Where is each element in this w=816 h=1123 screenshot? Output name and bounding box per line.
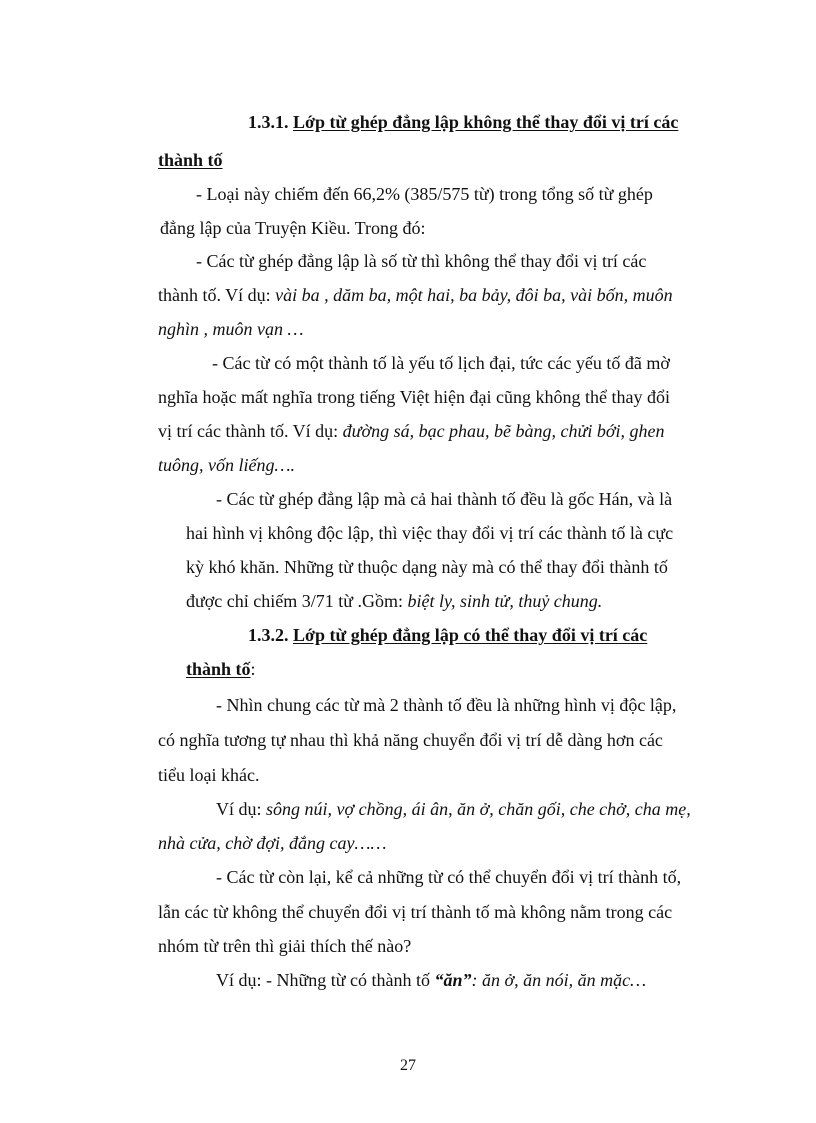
section-heading-1-3-2	[248, 624, 647, 646]
paragraph-line: Ví dụ: - Những từ có thành tố “ăn”: ăn ở, ăn nói, ăn mặc…	[216, 970, 647, 990]
paragraph-line: kỳ khó khăn. Những từ thuộc dạng này mà có thể thay đổi thành tố	[186, 557, 668, 577]
paragraph-line: - Các từ ghép đẳng lập mà cả hai thành tố đều là gốc Hán, và là	[216, 489, 673, 509]
section-title: Lớp từ ghép đẳng lập có thể thay đổi vị trí các	[293, 625, 648, 645]
paragraph-line: có nghĩa tương tự nhau thì khả năng chuyển đổi vị trí dễ dàng hơn các	[158, 730, 663, 750]
paragraph-line: thành tố. Ví dụ: vài ba , dăm ba, một hai, ba bảy, đôi ba, vài bốn, muôn	[158, 285, 673, 305]
section-number: 1.3.2.	[248, 625, 289, 645]
paragraph-line: vị trí các thành tố. Ví dụ: đường sá, bạc phau, bẽ bàng, chửi bới, ghen	[158, 421, 665, 441]
paragraph-line: lẫn các từ không thể chuyển đổi vị trí thành tố mà không nằm trong các	[158, 902, 673, 922]
example-words: : ăn ở, ăn nói, ăn mặc…	[471, 970, 647, 990]
section-heading-1-3-1	[248, 111, 678, 133]
example-words: biệt ly, sinh tử, thuỷ chung.	[407, 591, 603, 611]
example-words: nghìn , muôn vạn …	[158, 319, 304, 339]
paragraph-line: - Nhìn chung các từ mà 2 thành tố đều là những hình vị độc lập,	[216, 695, 677, 715]
section-title-continued: thành tố	[158, 150, 223, 170]
paragraph-line: - Các từ có một thành tố là yếu tố lịch đại, tức các yếu tố đã mờ	[212, 353, 670, 373]
example-words: tuông, vốn liếng….	[158, 455, 295, 475]
section-title-continued: thành tố:	[186, 659, 256, 679]
paragraph-line: tiểu loại khác.	[158, 765, 260, 785]
section-title: Lớp từ ghép đẳng lập không thể thay đổi vị trí các	[293, 112, 679, 132]
paragraph-line: - Các từ còn lại, kể cả những từ có thể chuyển đổi vị trí thành tố,	[216, 867, 682, 887]
paragraph-line: nghĩa hoặc mất nghĩa trong tiếng Việt hiện đại cũng không thể thay đổi	[158, 387, 670, 407]
highlighted-word: “ăn”	[434, 970, 472, 990]
paragraph-line: nhóm từ trên thì giải thích thế nào?	[158, 936, 412, 956]
paragraph-line: đẳng lập của Truyện Kiều. Trong đó:	[160, 218, 426, 238]
example-words: nhà cửa, chờ đợi, đắng cay……	[158, 833, 387, 853]
paragraph-line: Ví dụ: sông núi, vợ chồng, ái ân, ăn ở, chăn gối, che chở, cha mẹ,	[216, 799, 691, 819]
paragraph-line: hai hình vị không độc lập, thì việc thay đổi vị trí các thành tố là cực	[186, 523, 674, 543]
example-words: đường sá, bạc phau, bẽ bàng, chửi bới, ghen	[342, 421, 665, 441]
paragraph-line: - Các từ ghép đẳng lập là số từ thì không thể thay đổi vị trí các	[196, 251, 647, 271]
section-number: 1.3.1.	[248, 112, 289, 132]
example-words: sông núi, vợ chồng, ái ân, ăn ở, chăn gối, che chở, cha mẹ,	[266, 799, 691, 819]
paragraph-line: - Loại này chiếm đến 66,2% (385/575 từ) trong tổng số từ ghép	[196, 184, 653, 204]
paragraph-line: được chỉ chiếm 3/71 từ .Gồm: biệt ly, sinh tử, thuỷ chung.	[186, 591, 603, 611]
page-number: 27	[400, 1057, 416, 1074]
example-words: vài ba , dăm ba, một hai, ba bảy, đôi ba, vài bốn, muôn	[275, 285, 673, 305]
